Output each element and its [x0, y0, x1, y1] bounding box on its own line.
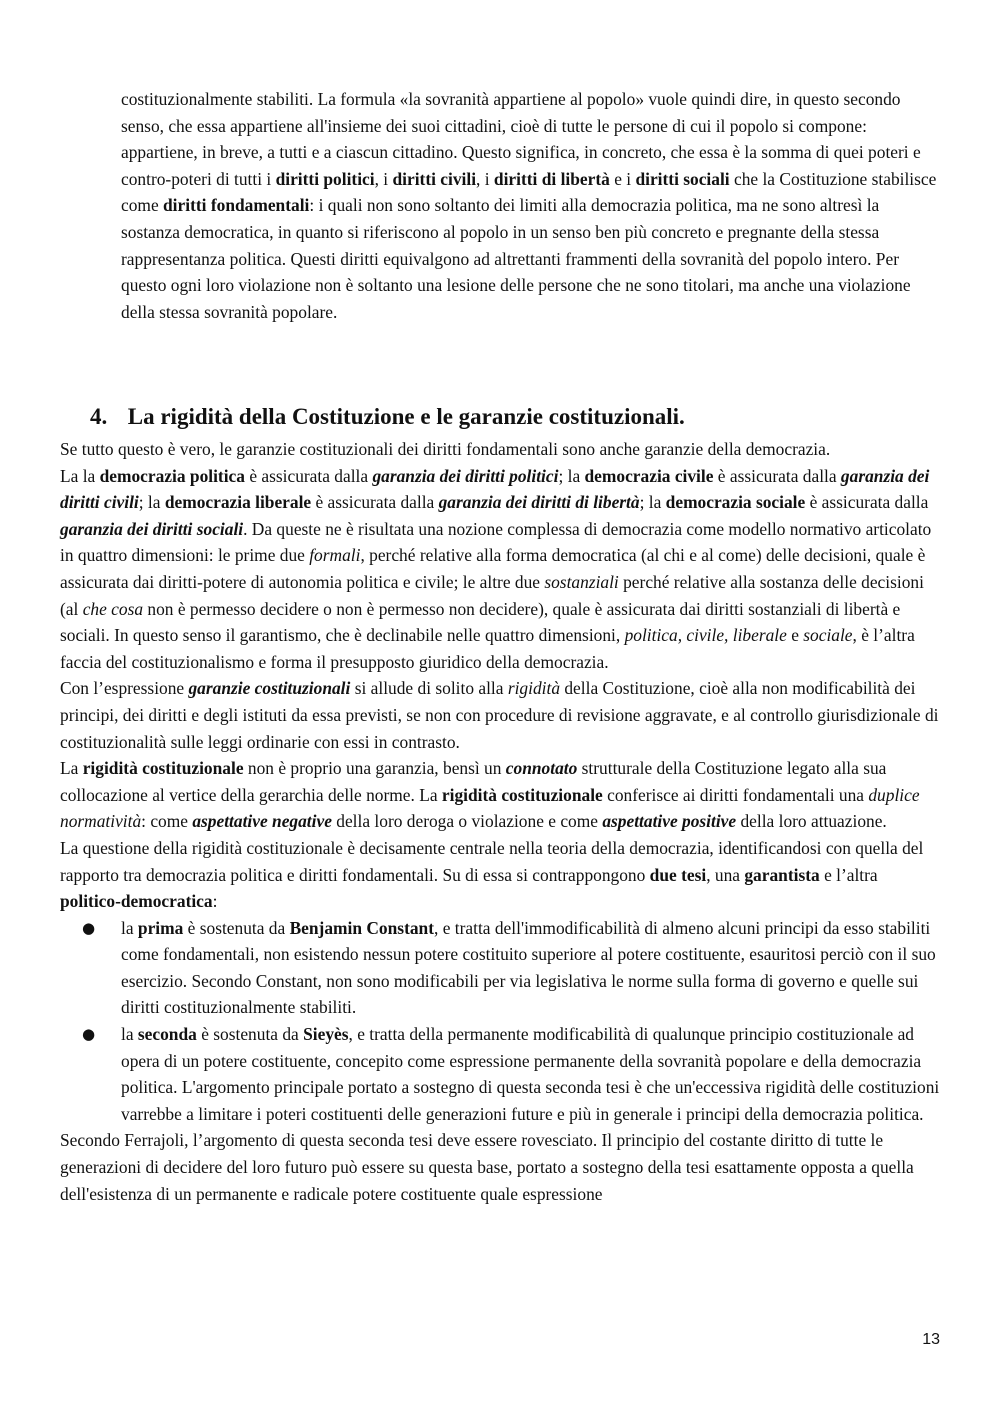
text-run: , e tratta della permanente modificabilità di qualunque principio costituzionale ad opera di un potere costituente, concepito come espressione permanente della sovranità popolare e della democrazia politica. L'argomento principale portato a sostegno di questa seconda tesi è che un'eccessiva rigidità delle costituzioni varrebbe a limitare i poteri costituenti delle generazioni future e più in generale i principi della democrazia politica. [121, 1024, 940, 1124]
emphasized-text: connotato [505, 758, 578, 779]
text-run: si allude di solito alla [350, 678, 508, 699]
text-run: , una [706, 864, 745, 885]
text-run: della loro attuazione. [736, 811, 887, 832]
emphasized-text: garanzia dei diritti politici [372, 465, 559, 486]
emphasized-text: che cosa [82, 598, 144, 619]
paragraph-intro [60, 436, 940, 463]
text-run: ; la [138, 492, 165, 513]
emphasized-text: rigidità costituzionale [441, 784, 603, 805]
emphasized-text: formali [309, 545, 361, 566]
emphasized-text: garanzia dei diritti sociali [60, 518, 244, 539]
emphasized-text: garantista [744, 864, 820, 885]
text-run: è assicurata dalla [805, 492, 929, 513]
emphasized-text: Sieyès [303, 1024, 349, 1045]
emphasized-text: garanzia dei diritti di libertà [438, 492, 640, 513]
text-run: strutturale della Costituzione legato alla sua collocazione al vertice della gerarchia delle norme. La [60, 758, 887, 805]
list-item-text [121, 918, 936, 1018]
text-run: ; la [639, 492, 666, 513]
emphasized-text: duplice normatività [60, 784, 920, 832]
text-run: : i quali non sono soltanto dei limiti alla democrazia politica, ma ne sono altresì la sostanza democratica, in quanto si riferiscono al popolo in un senso ben più concreto e pregnante della stessa rappresentanza politica. Questi diritti equivalgono ad altrettanti frammenti della sovranità del popolo intero. Per questo ogni loro violazione non è soltanto una lesione delle persone che ne sono titolari, ma anche una violazione della stessa sovranità popolare. [121, 195, 911, 322]
text-run: è sostenuta da [183, 917, 290, 938]
paragraph-democracy-dimensions [60, 463, 940, 676]
text-run: ; la [558, 465, 585, 486]
emphasized-text: sociale [803, 625, 853, 646]
text-run: della Costituzione, cioè alla non modificabilità dei principi, dei diritti e degli istituti da essa previsti, se non con procedure di revisione aggravate, e al controllo giurisdizionale di costituzionalità sulle leggi ordinarie con essi in contrasto. [60, 678, 939, 752]
text-run: : [212, 891, 218, 912]
list-item-text [121, 1024, 939, 1124]
text-run: , i [374, 168, 393, 189]
emphasized-text: diritti civili [392, 168, 477, 189]
emphasized-text: diritti politici [275, 168, 375, 189]
text-run: Secondo Ferrajoli, l’argomento di questa seconda tesi deve essere rovesciato. Il principio del costante diritto di tutte le generazioni di decidere del loro futuro può essere su questa base, portato a sostegno della tesi esattamente opposta a quella dell'esistenza di un permanente e radicale potere costituente quale espressione [60, 1130, 914, 1204]
emphasized-text: garanzia dei diritti civili [60, 465, 930, 513]
text-run: , i [476, 168, 494, 189]
emphasized-text: aspettative negative [192, 811, 332, 832]
text-run: , e tratta dell'immodificabilità di almeno alcuni principi da esso stabiliti come fondamentali, non esistendo nessun potere costituito superiore al potere costituente, esauritosi perciò con il suo esercizio. Secondo Constant, non sono modificabili per via legislativa le norme sulla forma di governo e quelle sui diritti costituzionalmente stabiliti. [121, 917, 936, 1018]
text-run: Se tutto questo è vero, le garanzie costituzionali dei diritti fondamentali sono anche garanzie della democrazia. [60, 439, 831, 459]
text-run: e [786, 625, 804, 646]
text-run: la [121, 917, 138, 938]
text-run: costituzionalmente stabiliti. La formula «la sovranità appartiene al popolo» vuole quindi dire, in questo secondo senso, che essa appartiene all'insieme dei suoi cittadini, cioè di tutte le persone di cui il popolo si compone: appartiene, in breve, a tutti e a ciascun cittadino. Questo significa, in concreto, che essa è la somma di quei poteri e contro-poteri di tutti i [121, 89, 921, 189]
text-run: e i [609, 168, 636, 189]
page-number: 13 [922, 1331, 940, 1348]
section-number: 4. [90, 404, 108, 429]
text-run: non è permesso decidere o non è permesso non decidere), quale è assicurata dai diritti sostanziali di libertà e sociali. In questo senso il garantismo, che è declinabile nelle quattro dimensioni, [60, 598, 901, 646]
emphasized-text: prima [137, 917, 184, 938]
text-run: è sostenuta da [196, 1024, 304, 1045]
section-body [60, 436, 940, 1207]
text-run: Con l’espressione [60, 678, 189, 699]
bullet-marker: ● [82, 1025, 96, 1044]
emphasized-text: politico-democratica [60, 891, 213, 912]
paragraph-rigidity [60, 755, 940, 835]
emphasized-text: aspettative positive [602, 811, 737, 832]
theses-list [60, 915, 940, 1128]
text-run: è assicurata dalla [244, 465, 373, 486]
emphasized-text: sostanziali [544, 571, 619, 592]
text-run: , è l’altra faccia del costituzionalismo e forma il presupposto giuridico della democrazia. [60, 625, 915, 672]
text-run: che la Costituzione stabilisce come [121, 168, 937, 216]
text-run: conferisce ai diritti fondamentali una [602, 784, 869, 805]
text-run: non è proprio una garanzia, bensì un [243, 758, 506, 779]
section-title: La rigidità della Costituzione e le garanzie costituzionali. [127, 404, 685, 429]
emphasized-text: seconda [137, 1024, 197, 1045]
continuation-paragraph [121, 86, 941, 325]
emphasized-text: rigidità [507, 678, 561, 699]
text-run: è assicurata dalla [311, 492, 439, 513]
emphasized-text: democrazia civile [584, 465, 714, 486]
text-run: La la [60, 465, 100, 486]
paragraph-ferrajoli [60, 1127, 940, 1207]
emphasized-text: Benjamin Constant [289, 917, 435, 938]
text-run: La [60, 758, 83, 779]
bullet-marker: ● [82, 918, 96, 937]
emphasized-text: garanzie costituzionali [188, 678, 351, 699]
text-run: perché relative alla sostanza delle decisioni (al [60, 571, 924, 619]
emphasized-text: democrazia politica [99, 465, 245, 486]
text-run: . Da queste ne è risultata una nozione complessa di democrazia come modello normativo articolato in quattro dimensioni: le prime due [60, 518, 932, 566]
emphasized-text: democrazia liberale [164, 492, 312, 513]
section-heading [90, 402, 685, 432]
text-run: : come [141, 811, 193, 832]
paragraph-two-theses [60, 835, 940, 915]
emphasized-text: due tesi [649, 864, 707, 885]
text-run: la [121, 1024, 138, 1045]
list-item [60, 915, 940, 1021]
paragraph-constitutional-guarantees [60, 675, 940, 755]
text-run: e l’altra [819, 864, 878, 885]
text-run: , perché relative alla forma democratica (al chi e al come) delle decisioni, quale è assicurata dai diritti-potere di autonomia politica e civile; le altre due [60, 545, 926, 592]
emphasized-text: politica, civile, liberale [624, 625, 787, 646]
text-run: è assicurata dalla [713, 465, 841, 486]
text-run: della loro deroga o violazione e come [331, 811, 603, 832]
emphasized-text: diritti sociali [635, 168, 730, 189]
text-run: La questione della rigidità costituzionale è decisamente centrale nella teoria della democrazia, identificandosi con quella del rapporto tra democrazia politica e diritti fondamentali. Su di essa si contrappongono [60, 837, 924, 885]
list-item [60, 1021, 940, 1127]
emphasized-text: democrazia sociale [665, 492, 806, 513]
emphasized-text: rigidità costituzionale [82, 758, 244, 779]
emphasized-text: diritti fondamentali [163, 195, 310, 216]
emphasized-text: diritti di libertà [493, 168, 610, 189]
